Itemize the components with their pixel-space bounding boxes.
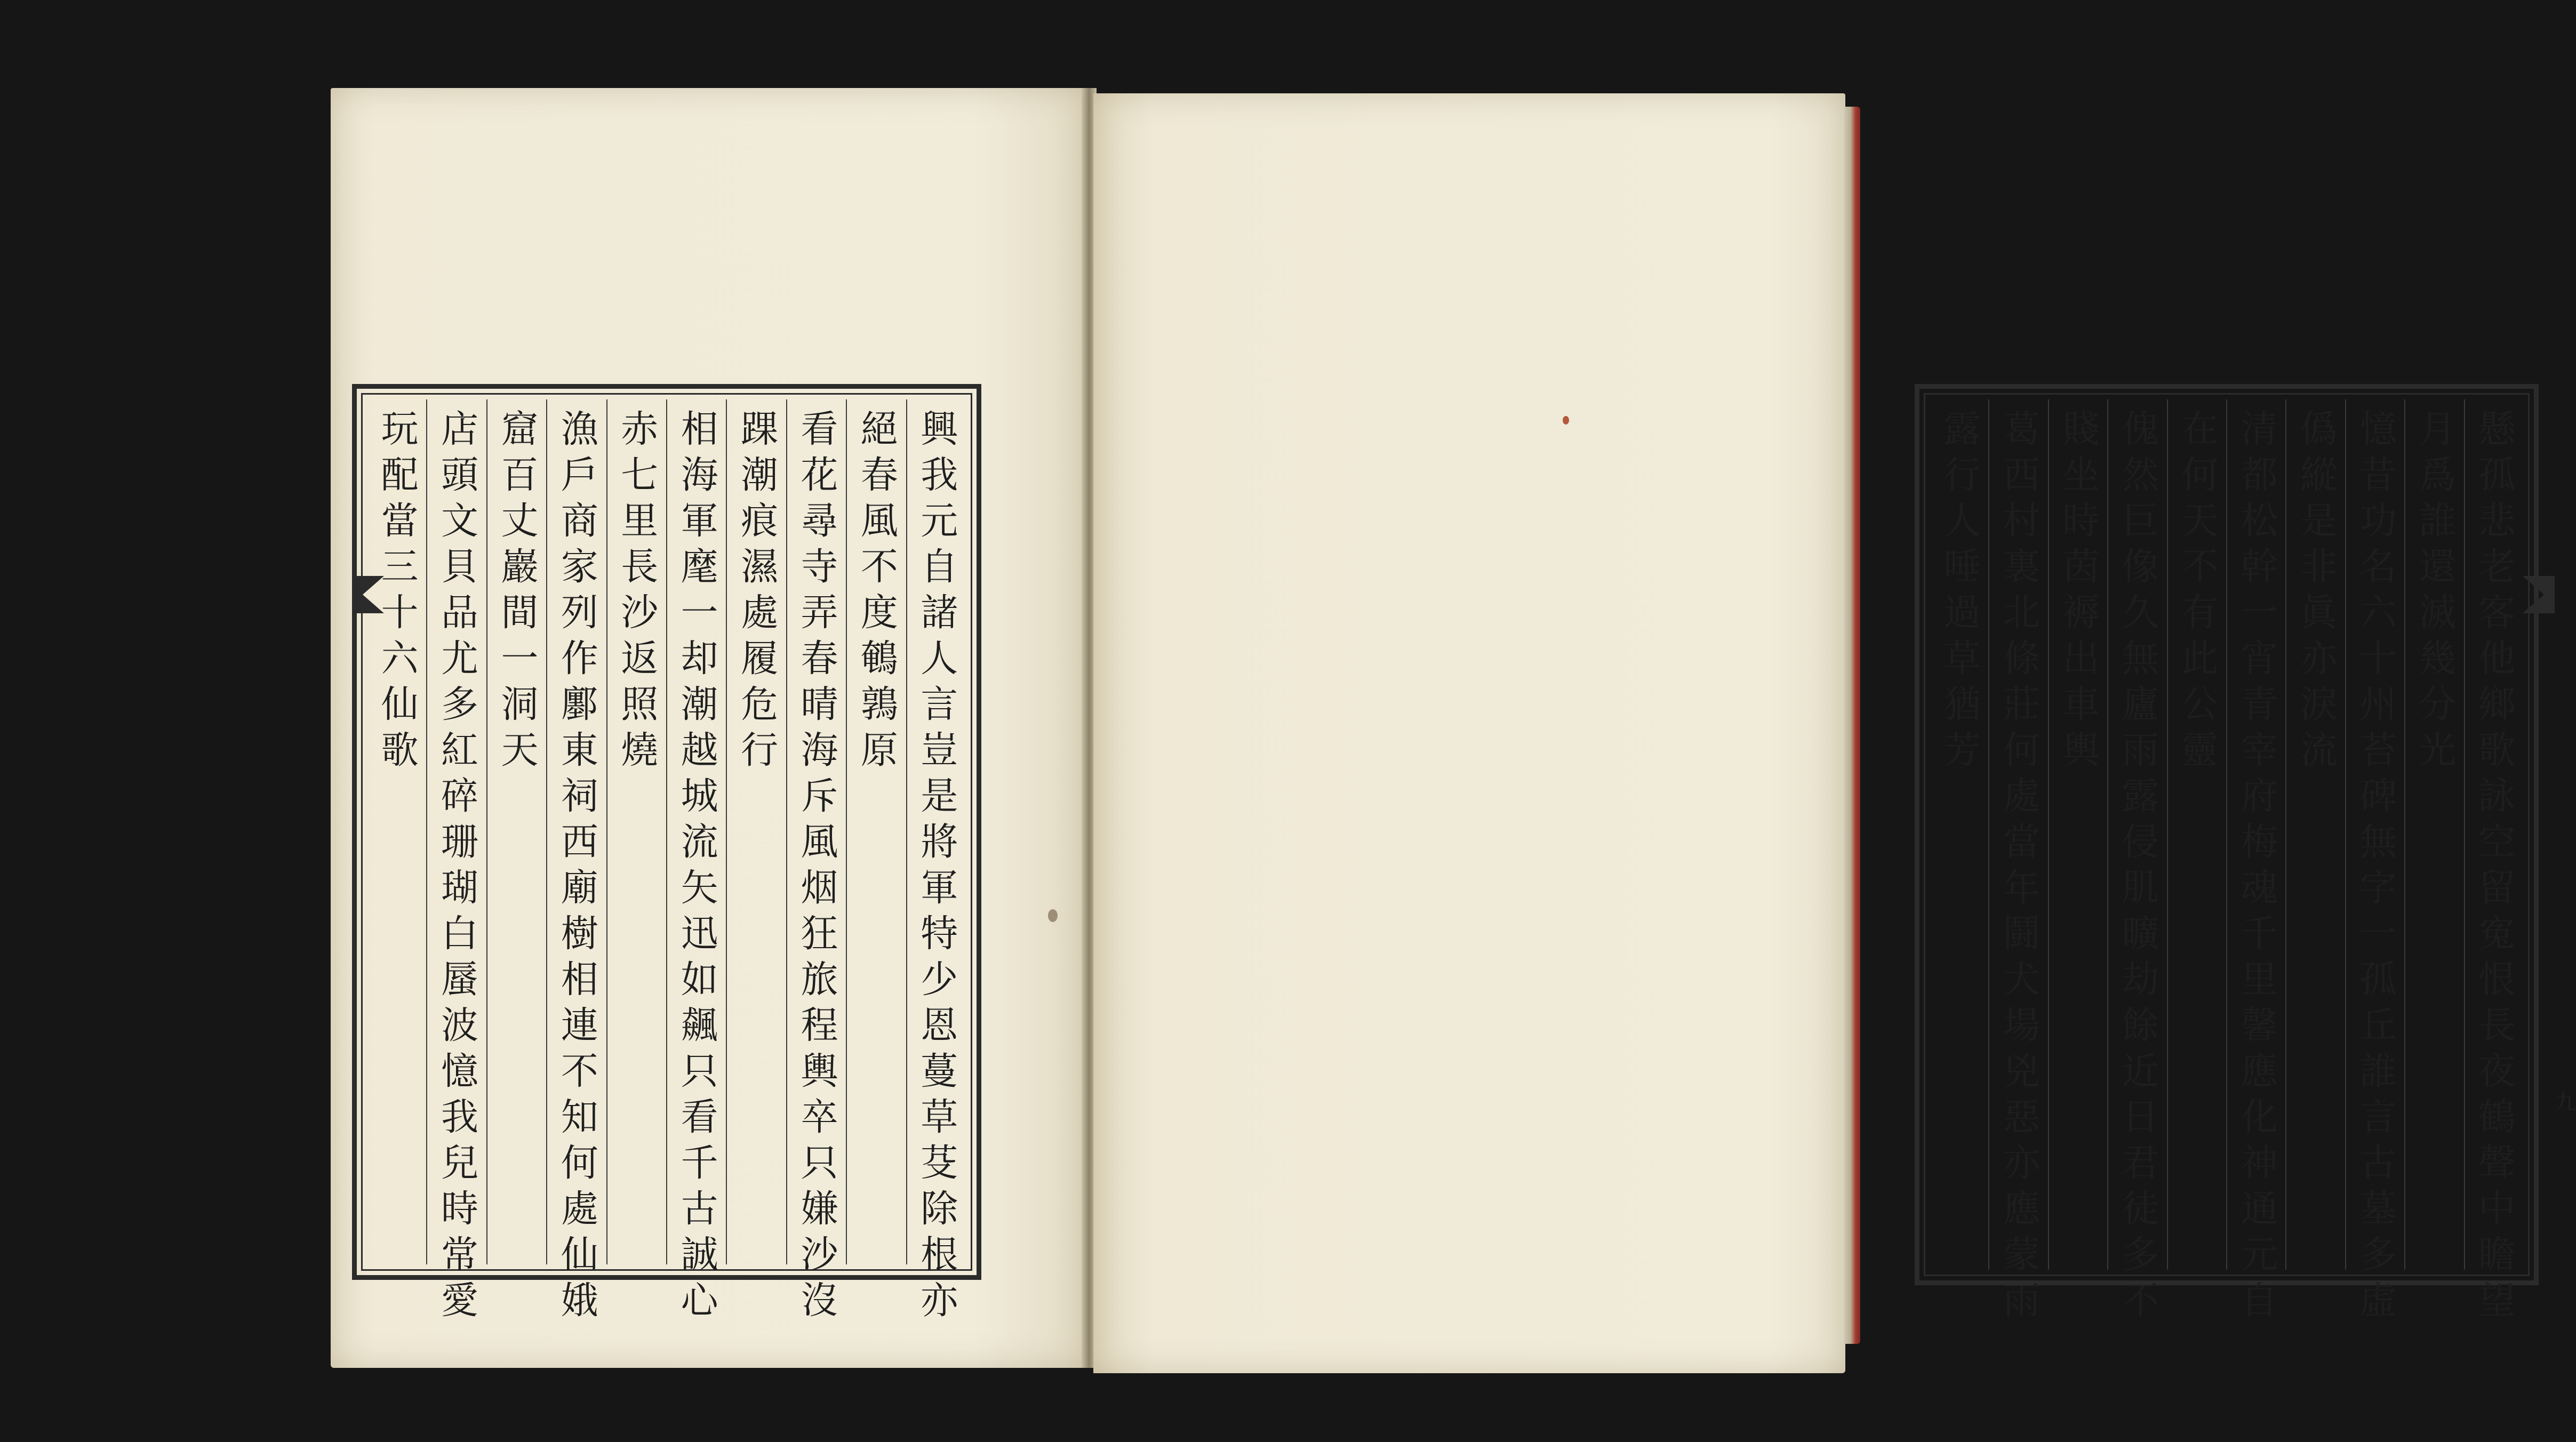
- column-text: 絕春風不度鵪鶉原: [854, 409, 899, 776]
- text-column: [2464, 399, 2523, 1326]
- column-text: 賤坐時茵褥出車輿: [2056, 409, 2100, 776]
- text-column: [2404, 399, 2463, 1270]
- page-edge: [1844, 107, 1860, 1344]
- text-column: [906, 399, 966, 1326]
- text-column: [486, 399, 546, 1264]
- text-column: [2107, 399, 2166, 1326]
- column-text: 赤七里長沙返照燒: [614, 409, 659, 776]
- column-text: 清都松幹一宵青宰府梅魂千里馨應化神通元自: [2234, 409, 2278, 1326]
- column-text: 僞縱是非眞亦淚流: [2294, 409, 2338, 776]
- column-text: 窟百丈巖間一洞天: [494, 409, 539, 776]
- text-column: [786, 399, 846, 1326]
- column-text: 興我元自諸人言豈是將軍特少恩蔓草芟除根亦: [914, 409, 958, 1326]
- right-text-frame: [1915, 384, 2539, 1326]
- text-column: [2048, 399, 2107, 1270]
- column-text: 看花尋寺弄春晴海斥風烟狂旅程輿卒只嫌沙沒: [794, 409, 838, 1326]
- right-columns: [1930, 399, 2523, 1326]
- text-column: [846, 399, 906, 1264]
- column-text: 踝潮痕濕處履危行: [734, 409, 779, 776]
- text-column: [1930, 399, 1988, 1270]
- text-column: [726, 399, 786, 1264]
- text-column: [606, 399, 666, 1264]
- left-text-frame: [352, 384, 981, 1326]
- text-column: [2167, 399, 2226, 1270]
- right-page: [1093, 93, 2576, 1373]
- text-column: [666, 399, 726, 1326]
- text-column: [1988, 399, 2047, 1326]
- paper-stain: [1563, 416, 1569, 424]
- page-number: 九: [2555, 1090, 2576, 1115]
- column-text: 漁戶商家列作鄽東祠西廟樹相連不知何處仙娥: [555, 409, 599, 1326]
- text-column: [2345, 399, 2404, 1326]
- column-text: 露行人唾過草猶芳: [1937, 409, 1981, 776]
- column-text: 店頭文貝品尤多紅碎珊瑚白蜃波憶我兒時常愛: [435, 409, 479, 1326]
- column-text: 玩配當三十六仙歌: [375, 409, 419, 776]
- column-text: 懸孤悲老客他鄉歌詠空留寃恨長夜鶴聲中瞻望: [2472, 409, 2516, 1326]
- column-text: 傀然巨像久無廬雨露侵肌曠劫餘近日君徒多不: [2115, 409, 2159, 1326]
- text-column: [426, 399, 486, 1326]
- text-column: [546, 399, 606, 1326]
- column-text: 月爲誰還滅幾分光: [2412, 409, 2457, 776]
- paper-stain: [1048, 909, 1058, 922]
- fishtail-mark-icon: [2523, 576, 2555, 613]
- open-book: [331, 88, 2576, 1368]
- column-text: 相海軍麾一却潮越城流矢迅如飆只看千古誠心: [675, 409, 719, 1326]
- text-column: [2285, 399, 2345, 1270]
- column-text: 憶昔功名六十州苔碑無字一孤丘誰言古墓多虛: [2353, 409, 2397, 1326]
- left-page: [331, 88, 1085, 1368]
- text-column: [2226, 399, 2285, 1326]
- fishtail-mark-icon: [352, 576, 373, 608]
- column-text: 葛西村裏北條莊何處當年鬪犬場兇惡亦應蒙雨: [1997, 409, 2041, 1326]
- text-column: [367, 399, 426, 1264]
- left-columns: [367, 399, 966, 1326]
- column-text: 在何天不有此公靈: [2175, 409, 2219, 776]
